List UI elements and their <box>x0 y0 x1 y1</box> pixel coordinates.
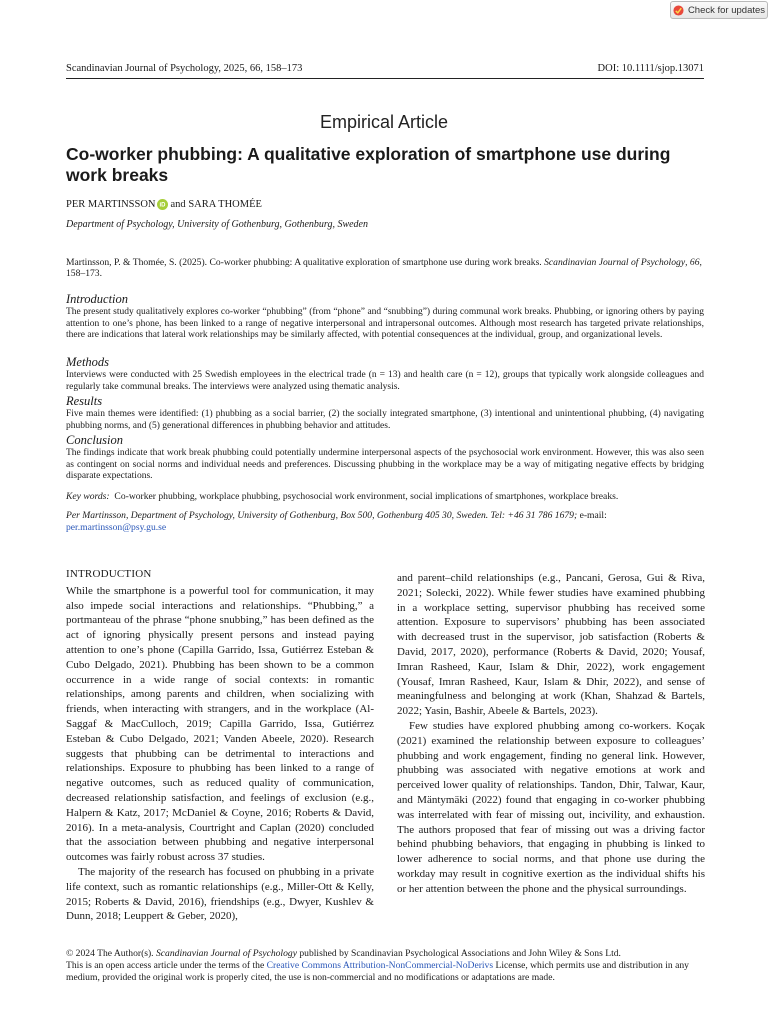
abstract-text: The findings indicate that work break phubbing could potentially undermine interpersonal aspects of the psychosocial work environment. However, this was also seen as contingent on social norms and individual needs and preferences. Discussing phubbing in the workplace may be a way of mitigating negative effects by bridging disparate expectations. <box>66 448 704 481</box>
keywords-label: Key words: <box>66 491 110 502</box>
abstract-conclusion <box>66 434 704 483</box>
header-divider <box>66 78 704 79</box>
abstract-heading: Results <box>66 394 103 408</box>
orcid-icon[interactable] <box>157 199 168 210</box>
citation-pages: 158–173. <box>66 268 102 279</box>
check-for-updates-label: Check for updates <box>687 4 766 16</box>
body-paragraph: Few studies have explored phubbing among co-workers. Koçak (2021) examined the relationship between exposure to colleagues’ phubbing and work engagement, finding no general link. However, phubbing was associated with negative emotions at work and perceived lower quality of relationships. Tandon, Dhir, Talwar, Kaur, and Mäntymäki (2022) found that engaging in co-worker phubbing was interrelated with fear of missing out, incivility, and exhaustion. The authors proposed that fear of missing out was a driving factor behind phubbing behaviors, that engaging in phubbing is linked to lower adherence to social norms, and that phone use during the workday may result in cognitive exertion as the individual shifts his or her attention between the phone and the physical surroundings. <box>397 719 705 895</box>
license-link[interactable]: Creative Commons Attribution-NonCommercial-NoDerivs <box>266 960 494 972</box>
abstract-heading: Conclusion <box>66 433 123 447</box>
body-paragraph: While the smartphone is a powerful tool for communication, it may also impede social interactions and relationships. “Phubbing,” a portmanteau of the phrase “phone snubbing,” has been defined as the act of ignoring physically present persons and instead paying attention to one’s phone (Capilla Garrido, Issa, Gutiérrez Esteban & Cubo Delgado, 2021). Phubbing has been shown to be a common occurrence in a wide range of social contexts: in romantic relationships, among parents and children, when socializing with friends, when interacting with strangers, and in the workplace (Al-Saggaf & MacCulloch, 2019; Capilla Garrido, Issa, Gutiérrez Esteban & Cubo Delgado, 2021; Vanden Abeele, 2020). Research suggests that phubbing can be detrimental to interactions and relationships. Exposure to phubbing has been linked to a range of negative outcomes, such as reduced quality of communication, decreased relationship satisfaction, and feelings of exclusion (e.g., Halpern & Katz, 2017; McDaniel & Coyne, 2016; Roberts & David, 2016). In a meta-analysis, Courtright and Caplan (2020) concluded that the association between phubbing and negative interpersonal outcomes was fairly robust across 37 studies. <box>66 584 374 864</box>
license-text: License, which permits use and distribution in any medium, provided the original work is properly cited, the use is non-commercial and no modifications or adaptations are made. <box>66 960 689 984</box>
doi[interactable]: DOI: 10.1111/sjop.13071 <box>597 63 704 74</box>
article-title: Co-worker phubbing: A qualitative exploration of smartphone use during work breaks <box>66 144 671 185</box>
copyright-text: © 2024 The Author(s). <box>66 948 154 959</box>
author-name: SARA THOMÉE <box>188 199 262 210</box>
publisher-text: published by Scandinavian Psychological Associations and John Wiley & Sons Ltd. <box>299 948 621 959</box>
body-column-left <box>66 567 374 924</box>
license-footer <box>66 948 704 985</box>
abstract-text: The present study qualitatively explores co-worker “phubbing” (from “phone” and “snubbing”) during communal work breaks. Phubbing, or ignoring others by paying attention to one’s phone, has been linked to a range of negative interpersonal and intrapersonal outcomes. Although most research has targeted private relationships, there are indications that lateral work relationships may be similarly affected, with potential consequences at the individual, group, and organizational levels. <box>66 307 704 340</box>
email-label: e-mail: <box>579 510 607 521</box>
running-header <box>66 63 704 74</box>
author-name: PER MARTINSSON <box>66 199 156 210</box>
correspondence-address: Per Martinsson, Department of Psychology, University of Gothenburg, Box 500, Gothenburg 405 30, Sweden. Tel: +46 31 786 1679; <box>66 510 578 521</box>
abstract-introduction <box>66 293 704 342</box>
abstract-text: Five main themes were identified: (1) phubbing as a social barrier, (2) the socially integrated smartphone, (3) intentional and unintentional phubbing, (4) navigating phubbing norms, and (5) generational differences in phubbing behavior and attitudes. <box>66 409 704 431</box>
correspondence <box>66 510 704 533</box>
keywords <box>66 491 704 502</box>
author-line <box>66 199 262 210</box>
check-for-updates-button[interactable] <box>670 1 768 19</box>
section-heading: INTRODUCTION <box>66 568 152 580</box>
abstract-results <box>66 395 704 432</box>
crossmark-icon <box>673 5 684 16</box>
citation-text: Martinsson, P. & Thomée, S. (2025). Co-worker phubbing: A qualitative exploration of smartphone use during work breaks. <box>66 257 542 268</box>
body-paragraph: and parent–child relationships (e.g., Pancani, Gerosa, Gui & Riva, 2021; Solecki, 2022). While fewer studies have examined phubbing in a workplace setting, supervisor phubbing has received some attention. Exposure to supervisors’ phubbing has been associated with decreased trust in the supervisor, job satisfaction (Roberts & David, 2017, 2020), performance (Roberts & David, 2020; Yousaf, Imran Rasheed, Kaur, Islam & Dhir, 2022), work engagement (Yousaf, Imran Rasheed, Kaur, Islam & Dhir, 2022), and sense of meaningfulness and belonging at work (Khan, Shahzad & Bartels, 2022; Yasin, Bashir, Abeele & Bartels, 2023). <box>397 572 705 718</box>
svg-text:iD: iD <box>159 202 165 209</box>
journal-reference: Scandinavian Journal of Psychology, 2025, 66, 158–173 <box>66 63 303 74</box>
body-column-right <box>397 571 705 897</box>
article-type: Empirical Article <box>319 112 449 132</box>
citation-journal: Scandinavian Journal of Psychology <box>544 257 686 268</box>
citation-volume: 66 <box>689 257 700 268</box>
footer-journal: Scandinavian Journal of Psychology <box>156 948 297 959</box>
abstract-text: Interviews were conducted with 25 Swedish employees in the electrical trade (n = 13) and health care (n = 12), groups that typically work alongside colleagues and regularly take communal breaks. The interviews were analyzed using thematic analysis. <box>66 370 704 392</box>
body-paragraph: The majority of the research has focused on phubbing in a private life context, such as romantic relationships (e.g., Miller-Ott & Kelly, 2015; Roberts & David, 2016), friendships (e.g., Dwyer, Kushlev & Dunn, 2018; Leuppert & Geber, 2020), <box>66 865 374 923</box>
abstract-heading: Introduction <box>66 292 129 306</box>
license-text: This is an open access article under the terms of the <box>66 960 265 972</box>
abstract-methods <box>66 356 704 393</box>
keywords-text: Co-worker phubbing, workplace phubbing, psychosocial work environment, social implications of smartphones, workplace breaks. <box>114 491 619 502</box>
email-link[interactable]: per.martinsson@psy.gu.se <box>66 521 167 533</box>
abstract-heading: Methods <box>66 355 110 369</box>
affiliation: Department of Psychology, University of Gothenburg, Gothenburg, Sweden <box>66 219 368 230</box>
author-joiner: and <box>170 199 186 210</box>
citation: Martinsson, P. & Thomée, S. (2025). Co-worker phubbing: A qualitative exploration of smartphone use during work breaks. Scandinavian Journal of Psychology, 66, 158–173. <box>66 257 702 279</box>
